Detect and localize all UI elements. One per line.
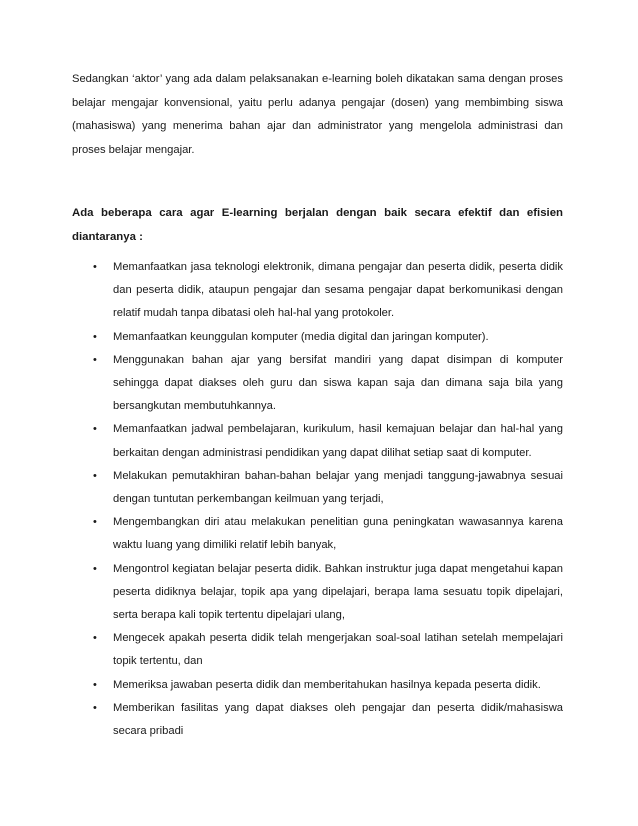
list-item [72, 558, 563, 628]
bullet-icon: • [93, 701, 97, 714]
list-item-text: Mengecek apakah peserta didik telah mengerjakan soal-soal latihan setelah mempelajari topik tertentu, dan [113, 632, 563, 668]
bullet-list [72, 256, 563, 743]
list-item-text: Memberikan fasilitas yang dapat diakses oleh pengajar dan peserta didik/mahasiswa secara pribadi [113, 701, 563, 738]
list-item [72, 511, 563, 557]
bullet-icon: • [93, 469, 97, 482]
bullet-icon: • [93, 562, 97, 575]
list-item [72, 627, 563, 673]
list-item [72, 697, 563, 743]
list-item [72, 674, 563, 697]
bullet-icon: • [93, 632, 97, 645]
list-item-text: Menggunakan bahan ajar yang bersifat mandiri yang dapat disimpan di komputer sehingga dapat diakses oleh guru dan siswa kapan saja dan dimana saja bila yang bersangkutan membutuhkannya. [113, 353, 563, 413]
bullet-icon: • [93, 516, 97, 529]
list-item-text: Memanfaatkan jadwal pembelajaran, kurikulum, hasil kemajuan belajar dan hal-hal yang berkaitan dengan administrasi pendidikan yang dapat dilihat setiap saat di komputer. [113, 423, 563, 459]
list-item [72, 418, 563, 464]
section-heading: Ada beberapa cara agar E-learning berjalan dengan baik secara efektif dan efisien diantaranya : [72, 207, 563, 243]
list-item-text: Memeriksa jawaban peserta didik dan memberitahukan hasilnya kepada peserta didik. [113, 678, 541, 691]
bullet-icon: • [93, 261, 97, 273]
bullet-icon: • [93, 353, 97, 366]
list-item-text: Mengontrol kegiatan belajar peserta didik. Bahkan instruktur juga dapat mengetahui kapan peserta didiknya belajar, topik apa yang dipelajari, berapa lama sesuatu topik dipelajari, serta berapa kali topik tertentu dipelajari ulang, [113, 562, 563, 622]
bullet-icon: • [93, 678, 97, 691]
bullet-icon: • [93, 330, 97, 343]
intro-paragraph: Sedangkan ‘aktor’ yang ada dalam pelaksanakan e-learning boleh dikatakan sama dengan proses belajar mengajar konvensional, yaitu perlu adanya pengajar (dosen) yang membimbing siswa (mahasiswa) yang menerima bahan ajar dan administrator yang mengelola administrasi dan proses belajar mengajar. [72, 73, 563, 156]
list-item [72, 326, 563, 349]
list-item-text: Memanfaatkan keunggulan komputer (media digital dan jaringan komputer). [113, 330, 489, 343]
list-item-text: Memanfaatkan jasa teknologi elektronik, dimana pengajar dan peserta didik, peserta didik dan peserta didik, ataupun pengajar dan sesama pengajar dapat berkomunikasi dengan relatif mudah tanpa dibatasi oleh hal-hal yang protokoler. [113, 261, 563, 320]
list-item [72, 465, 563, 511]
document-page [72, 68, 563, 743]
list-item [72, 349, 563, 419]
list-item-text: Melakukan pemutakhiran bahan-bahan belajar yang menjadi tanggung-jawabnya sesuai dengan tuntutan perkembangan keilmuan yang terjadi, [113, 469, 563, 506]
bullet-icon: • [93, 423, 97, 436]
list-item [72, 256, 563, 326]
list-item-text: Mengembangkan diri atau melakukan penelitian guna peningkatan wawasannya karena waktu luang yang dimiliki relatif lebih banyak, [113, 516, 563, 552]
